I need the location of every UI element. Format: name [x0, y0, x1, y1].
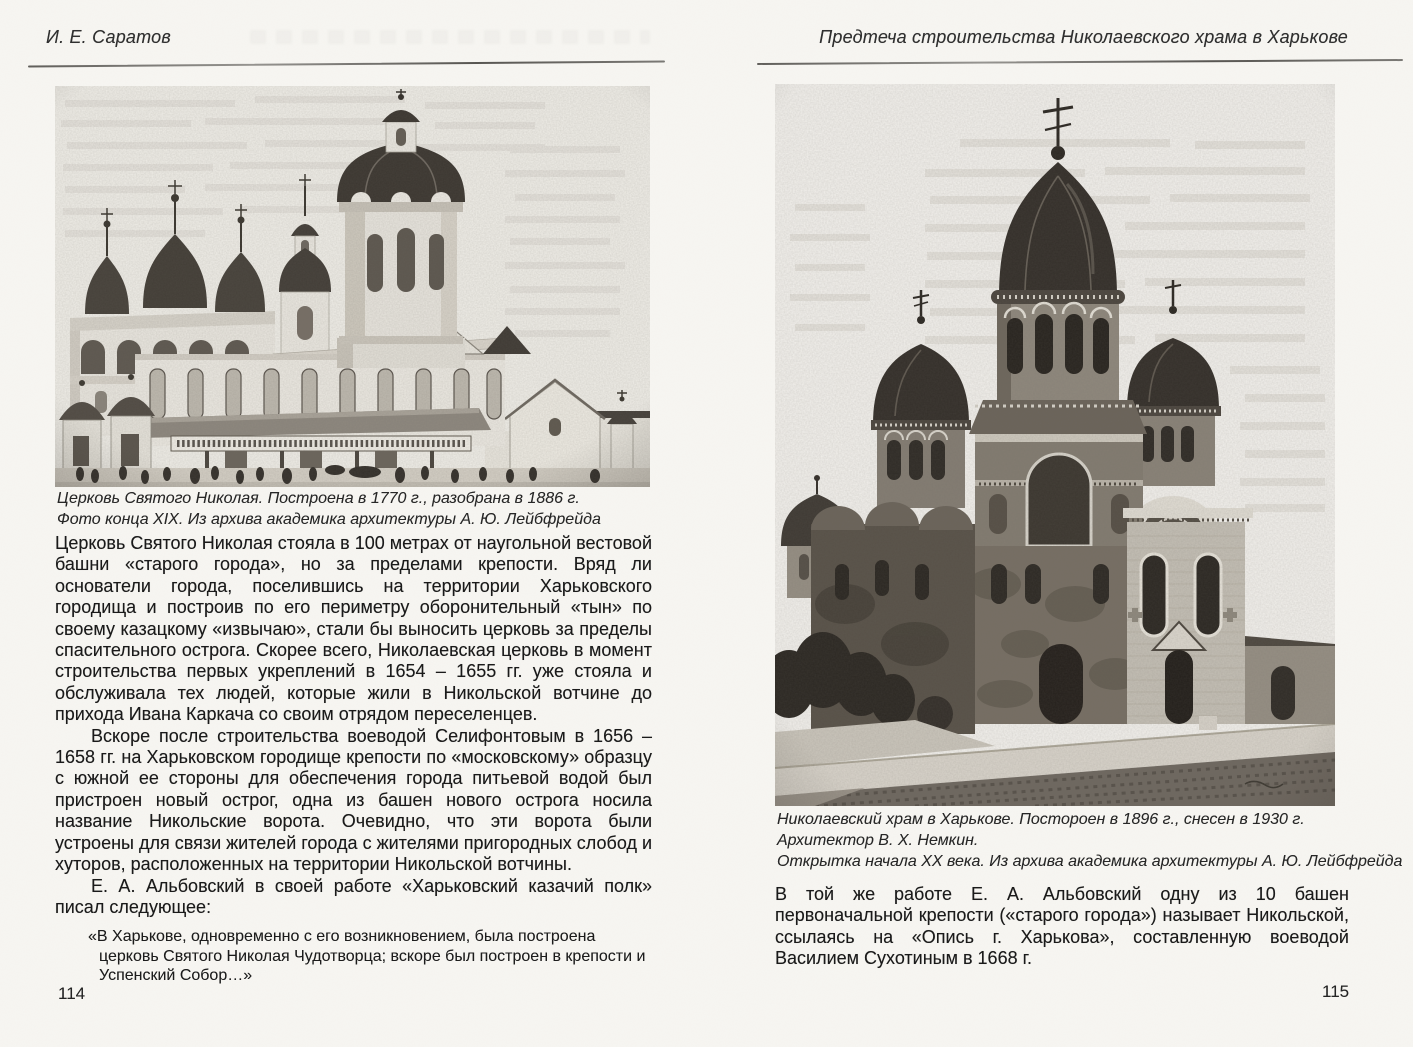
- left-photo-caption-line2: Фото конца XIX. Из архива академика архитектуры А. Ю. Лейбфрейда: [57, 511, 601, 528]
- right-photo-cathedral: [775, 84, 1335, 806]
- right-photo-caption-line2: Архитектор В. Х. Немкин.: [777, 832, 979, 849]
- right-page-header: Предтеча строительства Николаевского храма в Харькове: [819, 27, 1348, 47]
- left-paragraph-3: Е. А. Альбовский в своей работе «Харьковский казачий полк» писал следующее:: [55, 875, 652, 917]
- left-page-body: [55, 533, 652, 918]
- left-paragraph-2: Вскоре после строительства воеводой Селифонтовым в 1656 – 1658 гг. на Харьковском городище крепости по «московскому» образцу с южной ее стороны для обеспечения города питьевой водой был пристроен новый острог, одна из башен нового острога носила название Никольские ворота. Очевидно, что эти ворота были устроены для связи жителей города с жителями пригородных слобод и хуторов, расположенных на территории Никольской вотчины.: [55, 725, 652, 875]
- left-page-quote: «В Харькове, одновременно с его возникновением, была построена церковь Святого Николая Чудотворца; вскоре был построен в крепости и Успенский Собор…»: [88, 928, 646, 985]
- left-paragraph-1: Церковь Святого Николая стояла в 100 метрах от наугольной вестовой башни «старого города», но за пределами крепости. Вряд ли основатели города, поселившись на территории Харьковского городища и построив по его периметру оборонительный «тын» по своему казацкому «извычаю», стали бы выносить церковь за пределы спасительного острога. Скорее всего, Николаевская церковь в момент строительства первых укреплений в 1654 – 1655 гг. уже стояла и обслуживала тех людей, которые жили в Никольской вотчине до прихода Ивана Каркача со своим отрядом переселенцев.: [55, 533, 652, 725]
- right-page-number: 115: [1322, 982, 1350, 1001]
- left-page-header: И. Е. Саратов: [46, 27, 171, 47]
- right-paragraph-1: В той же работе Е. А. Альбовский одну из 10 башен первоначальной крепости («старого города») называет Никольской, ссылаясь на «Опись г. Харькова», составленную воеводой Василием Сухотиным в 1668 г.: [775, 884, 1349, 969]
- right-photo-caption-line3: Открытка начала XX века. Из архива академика архитектуры А. Ю. Лейбфрейда: [777, 853, 1403, 870]
- left-photo-caption-line1: Церковь Святого Николая. Построена в 1770 г., разобрана в 1886 г.: [57, 490, 580, 507]
- bleedthrough-artifact: [250, 30, 650, 44]
- left-photo-illustration: [55, 86, 650, 487]
- left-header-rule: [28, 60, 665, 67]
- left-page-number: 114: [58, 984, 86, 1003]
- photo-grain: [55, 86, 650, 487]
- right-page-body: [775, 884, 1349, 970]
- right-photo-illustration: [775, 84, 1335, 806]
- photo-grain: [775, 84, 1335, 806]
- right-header-rule: [757, 59, 1403, 65]
- left-photo-old-church: [55, 86, 650, 487]
- right-photo-caption-line1: Николаевский храм в Харькове. Постороен в 1896 г., снесен в 1930 г.: [777, 811, 1305, 828]
